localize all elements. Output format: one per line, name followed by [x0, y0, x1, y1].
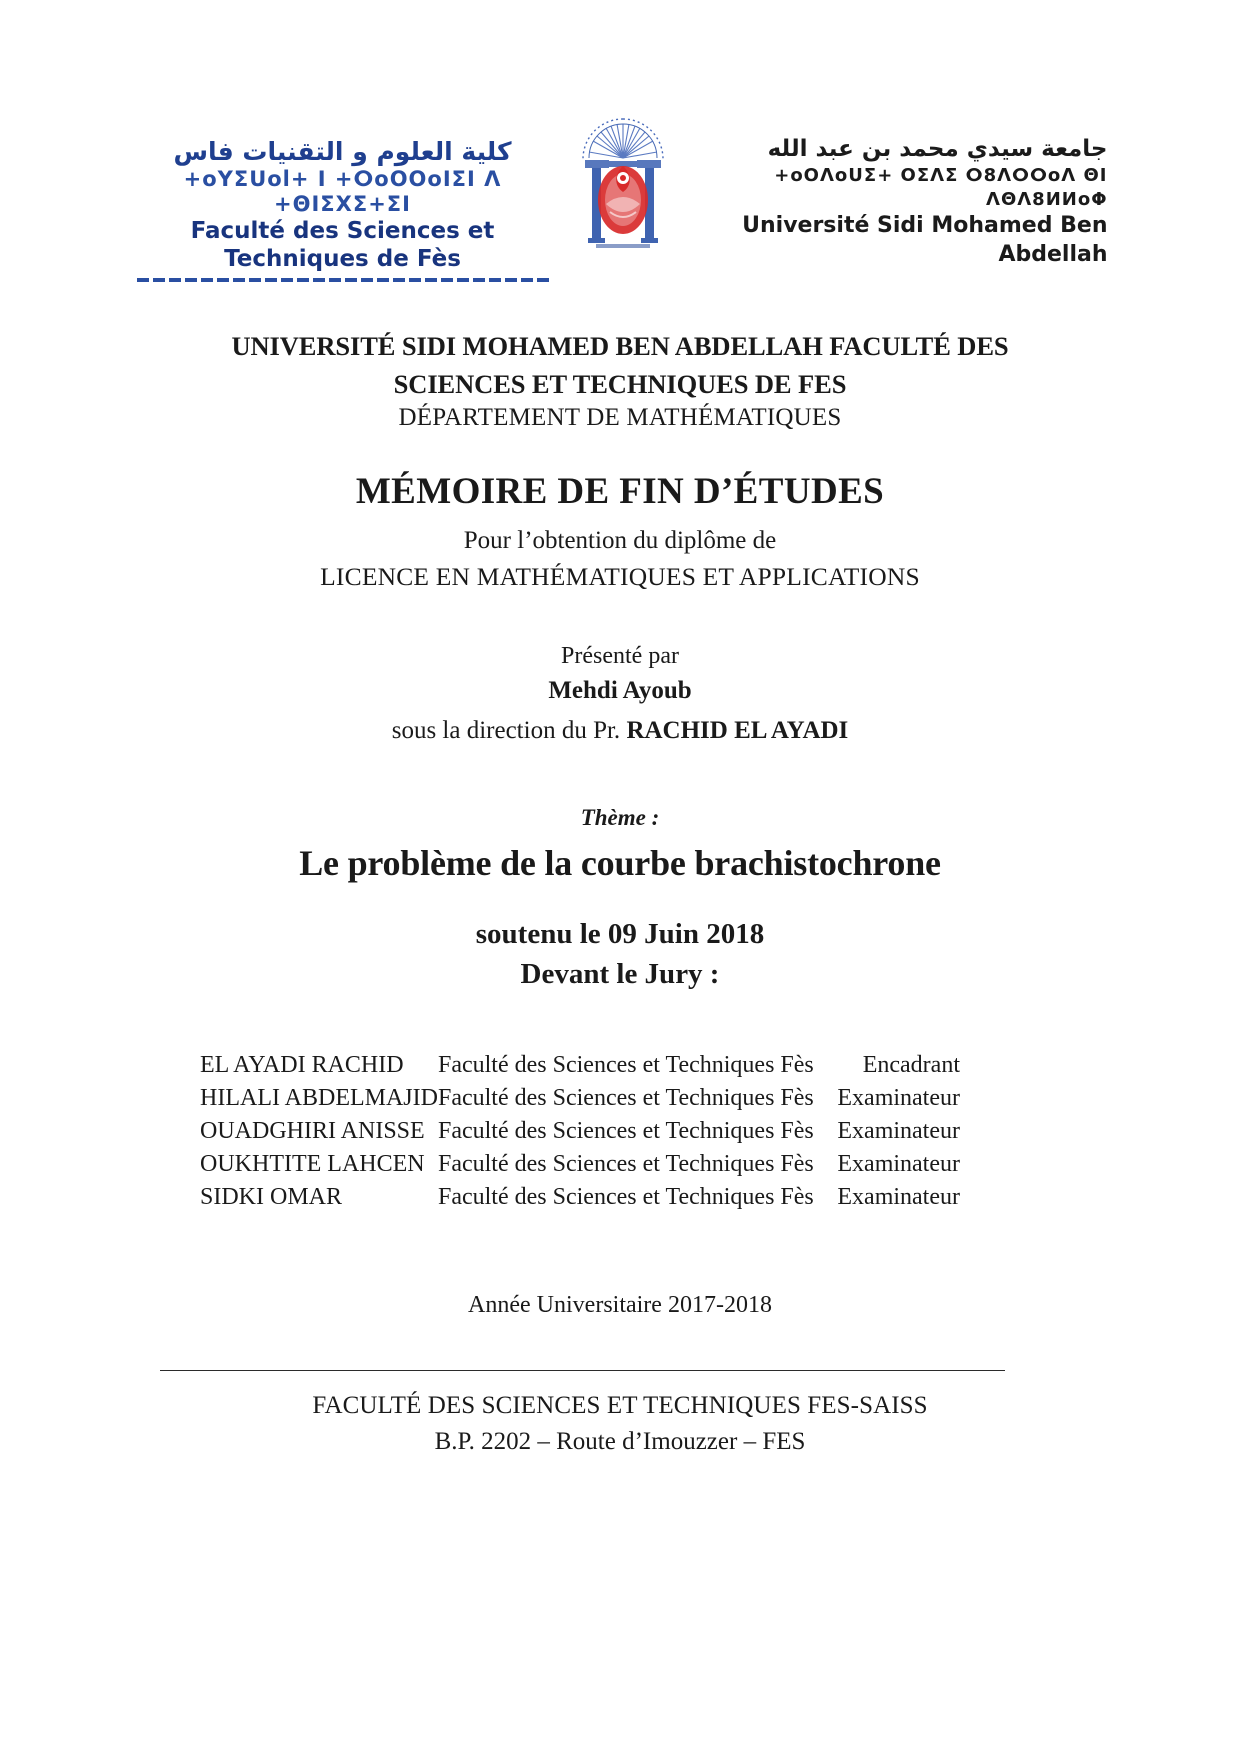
- jury-heading: Devant le Jury :: [520, 958, 720, 990]
- department-heading: DÉPARTEMENT DE MATHÉMATIQUES: [398, 404, 842, 431]
- jury-member-affiliation: Faculté des Sciences et Techniques Fès: [437, 1151, 814, 1177]
- jury-member-affiliation: Faculté des Sciences et Techniques Fès: [437, 1118, 814, 1144]
- jury-table: [200, 1052, 960, 1217]
- faculty-logo-arabic-text: كلية العلوم و التقنيات فاس: [173, 137, 512, 166]
- faculty-logo-left: [128, 108, 558, 282]
- university-logo-french-text: Université Sidi Mohamed Ben Abdellah: [742, 213, 1108, 267]
- jury-member-affiliation: Faculté des Sciences et Techniques Fès: [437, 1052, 814, 1078]
- jury-member-role: Examinateur: [837, 1184, 960, 1210]
- footer-divider: [160, 1370, 1005, 1371]
- presented-by-label: Présenté par: [561, 643, 679, 669]
- table-row: [200, 1052, 960, 1085]
- document-type-title: MÉMOIRE DE FIN D’ÉTUDES: [355, 471, 885, 512]
- faculty-logo-tifinagh-text: +oΥΣUol+ I +ⵔoOOoIΣI Λ +ΘIΣXΣ+ΣI: [183, 166, 502, 216]
- jury-member-role: Encadrant: [862, 1052, 960, 1078]
- supervisor-line: [170, 717, 1070, 745]
- jury-member-affiliation: Faculté des Sciences et Techniques Fès: [437, 1184, 814, 1210]
- table-row: [200, 1118, 960, 1151]
- thesis-title: Le problème de la courbe brachistochrone: [299, 843, 941, 883]
- university-heading: UNIVERSITÉ SIDI MOHAMED BEN ABDELLAH FACULTÉ DES SCIENCES ET TECHNIQUES DE FES: [231, 331, 1009, 399]
- degree-line: LICENCE EN MATHÉMATIQUES ET APPLICATIONS: [320, 562, 920, 591]
- faculty-logo-underline-rule: [137, 278, 549, 282]
- supervisor-name: RACHID EL AYADI: [626, 717, 849, 744]
- footer-institution: FACULTÉ DES SCIENCES ET TECHNIQUES FES-SAISS: [312, 1392, 928, 1419]
- jury-member-name: OUKHTITE LAHCEN: [200, 1151, 425, 1177]
- jury-member-name: SIDKI OMAR: [200, 1184, 343, 1210]
- supervisor-prefix: sous la direction du Pr.: [391, 717, 621, 744]
- defense-date: soutenu le 09 Juin 2018: [475, 918, 765, 950]
- footer-address: B.P. 2202 – Route d’Imouzzer – FES: [434, 1428, 806, 1455]
- author-name: Mehdi Ayoub: [548, 677, 692, 704]
- jury-member-role: Examinateur: [837, 1085, 960, 1111]
- academic-year: Année Universitaire 2017-2018: [468, 1292, 772, 1318]
- table-row: [200, 1184, 960, 1217]
- jury-member-role: Examinateur: [837, 1151, 960, 1177]
- university-logo-tifinagh-text: +oOΛoUΣ+ ΟΣΛΣ ⵔ8ΛⵔⵔoΛ ΘI ΛΘΛ8ИИoΦ: [774, 164, 1108, 210]
- university-logo-right: [688, 108, 1114, 269]
- header-logo-band: [0, 108, 1241, 272]
- jury-table-body: [200, 1052, 960, 1217]
- jury-member-affiliation: Faculté des Sciences et Techniques Fès: [437, 1085, 814, 1111]
- jury-member-name: EL AYADI RACHID: [200, 1052, 404, 1078]
- university-seal-emblem-icon: [572, 108, 674, 254]
- theme-label: Thème :: [580, 805, 660, 830]
- university-logo-arabic-text: جامعة سيدي محمد بن عبد الله: [767, 136, 1108, 162]
- jury-member-name: HILALI ABDELMAJID: [200, 1085, 438, 1111]
- jury-member-name: OUADGHIRI ANISSE: [200, 1118, 425, 1144]
- purpose-line: Pour l’obtention du diplôme de: [463, 527, 777, 554]
- table-row: [200, 1151, 960, 1184]
- faculty-logo-french-text: Faculté des Sciences et Techniques de Fès: [190, 218, 495, 272]
- jury-member-role: Examinateur: [837, 1118, 960, 1144]
- table-row: [200, 1085, 960, 1118]
